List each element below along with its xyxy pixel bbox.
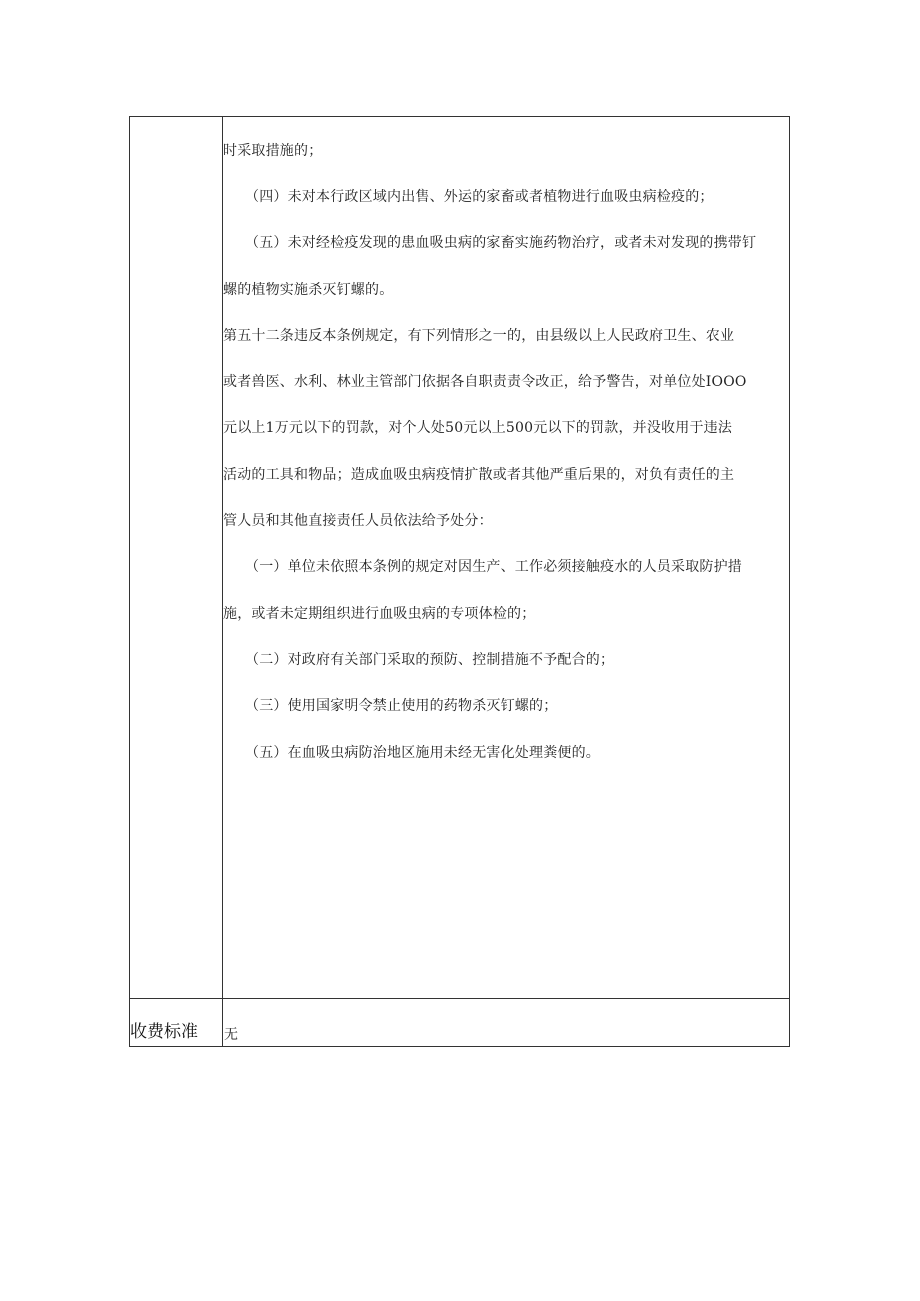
text-line-7: 元以上1万元以下的罚款，对个人处50元以上500元以下的罚款，并没收用于违法 [223,420,733,436]
penalty-clauses-cell [223,117,789,998]
fee-standard-value-cell [223,999,789,1046]
text-line-4: 螺的植物实施杀灭钉螺的。 [223,282,394,298]
text-line-14: （五）在血吸虫病防治地区施用未经无害化处理粪便的。 [245,745,600,761]
text-line-6: 或者兽医、水利、林业主管部门依据各自职责责令改正，给予警告，对单位处IOOO [223,374,747,390]
text-line-9: 管人员和其他直接责任人员依法给予处分： [223,513,493,529]
fee-standard-label-cell [130,999,223,1046]
text-line-12: （二）对政府有关部门采取的预防、控制措施不予配合的； [245,652,615,668]
penalty-clauses-row [130,117,789,999]
document-table [129,116,790,1047]
text-line-11: 施，或者未定期组织进行血吸虫病的专项体检的； [223,606,536,622]
text-line-8: 活动的工具和物品；造成血吸虫病疫情扩散或者其他严重后果的，对负有责任的主 [223,467,735,483]
text-line-13: （三）使用国家明令禁止使用的药物杀灭钉螺的； [245,698,558,714]
fee-standard-value: 无 [224,1027,238,1043]
text-line-3: （五）未对经检疫发现的患血吸虫病的家畜实施药物治疗，或者未对发现的携带钉 [245,235,757,251]
fee-standard-row [130,999,789,1046]
row-label-cell [130,117,223,998]
text-line-5: 第五十二条违反本条例规定，有下列情形之一的，由县级以上人民政府卫生、农业 [223,328,735,344]
fee-standard-label: 收费标准 [130,1022,198,1042]
text-line-10: （一）单位未依照本条例的规定对因生产、工作必须接触疫水的人员采取防护措 [245,559,742,575]
text-line-2: （四）未对本行政区域内出售、外运的家畜或者植物进行血吸虫病检疫的； [245,189,714,205]
text-line-1: 时采取措施的； [223,143,323,159]
